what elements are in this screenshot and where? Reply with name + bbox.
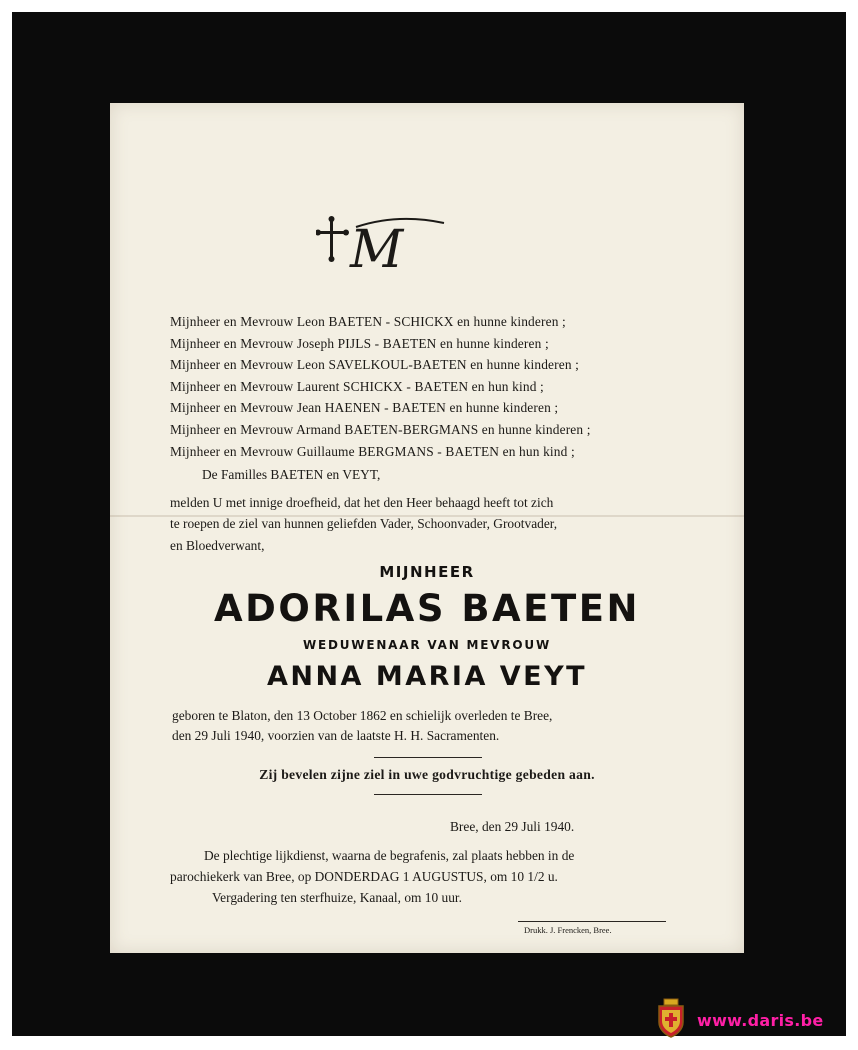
families-baeten-veyt: De Familles BAETEN en VEYT,: [202, 467, 381, 482]
family-row: Mijnheer en Mevrouw Laurent SCHICKX - BAETEN en hun kind ;: [170, 378, 544, 394]
family-row: Mijnheer en Mevrouw Leon SAVELKOUL-BAETEN en hunne kinderen ;: [170, 357, 580, 373]
family-row: Mijnheer en Mevrouw Jean HAENEN - BAETEN en hunne kinderen ;: [170, 400, 559, 416]
cross-monogram-icon: [316, 215, 446, 277]
wife-name: ANNA MARIA VEYT: [266, 661, 588, 692]
birth-line: geboren te Blaton, den 13 October 1862 en schielijk overleden te Bree,: [172, 708, 553, 723]
announcement-line: te roepen de ziel van hunnen geliefden Vader, Schoonvader, Grootvader,: [170, 516, 558, 532]
memorial-card: [110, 103, 744, 953]
place-date: Bree, den 29 Juli 1940.: [450, 819, 575, 834]
divider-top: [374, 757, 482, 758]
printer-credit: Drukk. J. Frencken, Bree.: [524, 925, 612, 935]
family-row: Mijnheer en Mevrouw Joseph PIJLS - BAETEN en hunne kinderen ;: [170, 335, 549, 351]
family-list: [170, 311, 690, 462]
widower-line: WEDUWENAAR VAN MEVROUW: [302, 638, 552, 652]
announcement-text: [170, 492, 682, 556]
site-watermark: www.daris.be: [697, 1011, 824, 1030]
printer-rule: [518, 921, 666, 922]
family-row: Mijnheer en Mevrouw Leon BAETEN - SCHICKX en hunne kinderen ;: [170, 314, 566, 329]
crest-icon: [656, 998, 686, 1038]
announcement-line: melden U met innige droefheid, dat het den Heer behaagd heeft tot zich: [170, 495, 554, 510]
deceased-name: ADORILAS BAETEN: [214, 587, 640, 630]
prayer-request: Zij bevelen zijne ziel in uwe godvruchtige gebeden aan.: [259, 767, 595, 782]
divider-bottom: [374, 794, 482, 795]
death-line: den 29 Juli 1940, voorzien van de laatste H. H. Sacramenten.: [172, 728, 500, 743]
family-row: Mijnheer en Mevrouw Guillaume BERGMANS - BAETEN en hun kind ;: [170, 443, 575, 459]
service-line: De plechtige lijkdienst, waarna de begrafenis, zal plaats hebben in de: [204, 848, 575, 863]
deceased-title: MIJNHEER: [379, 563, 475, 581]
birth-death-details: [172, 706, 692, 746]
monogram-letter: M: [350, 220, 404, 277]
service-line: parochiekerk van Bree, op DONDERDAG 1 AUGUSTUS, om 10 1/2 u.: [170, 869, 558, 884]
announcement-line: en Bloedverwant,: [170, 537, 265, 553]
funeral-service-details: [170, 845, 690, 908]
family-row: Mijnheer en Mevrouw Armand BAETEN-BERGMANS en hunne kinderen ;: [170, 421, 591, 437]
service-line: Vergadering ten sterfhuize, Kanaal, om 10 uur.: [212, 890, 463, 905]
